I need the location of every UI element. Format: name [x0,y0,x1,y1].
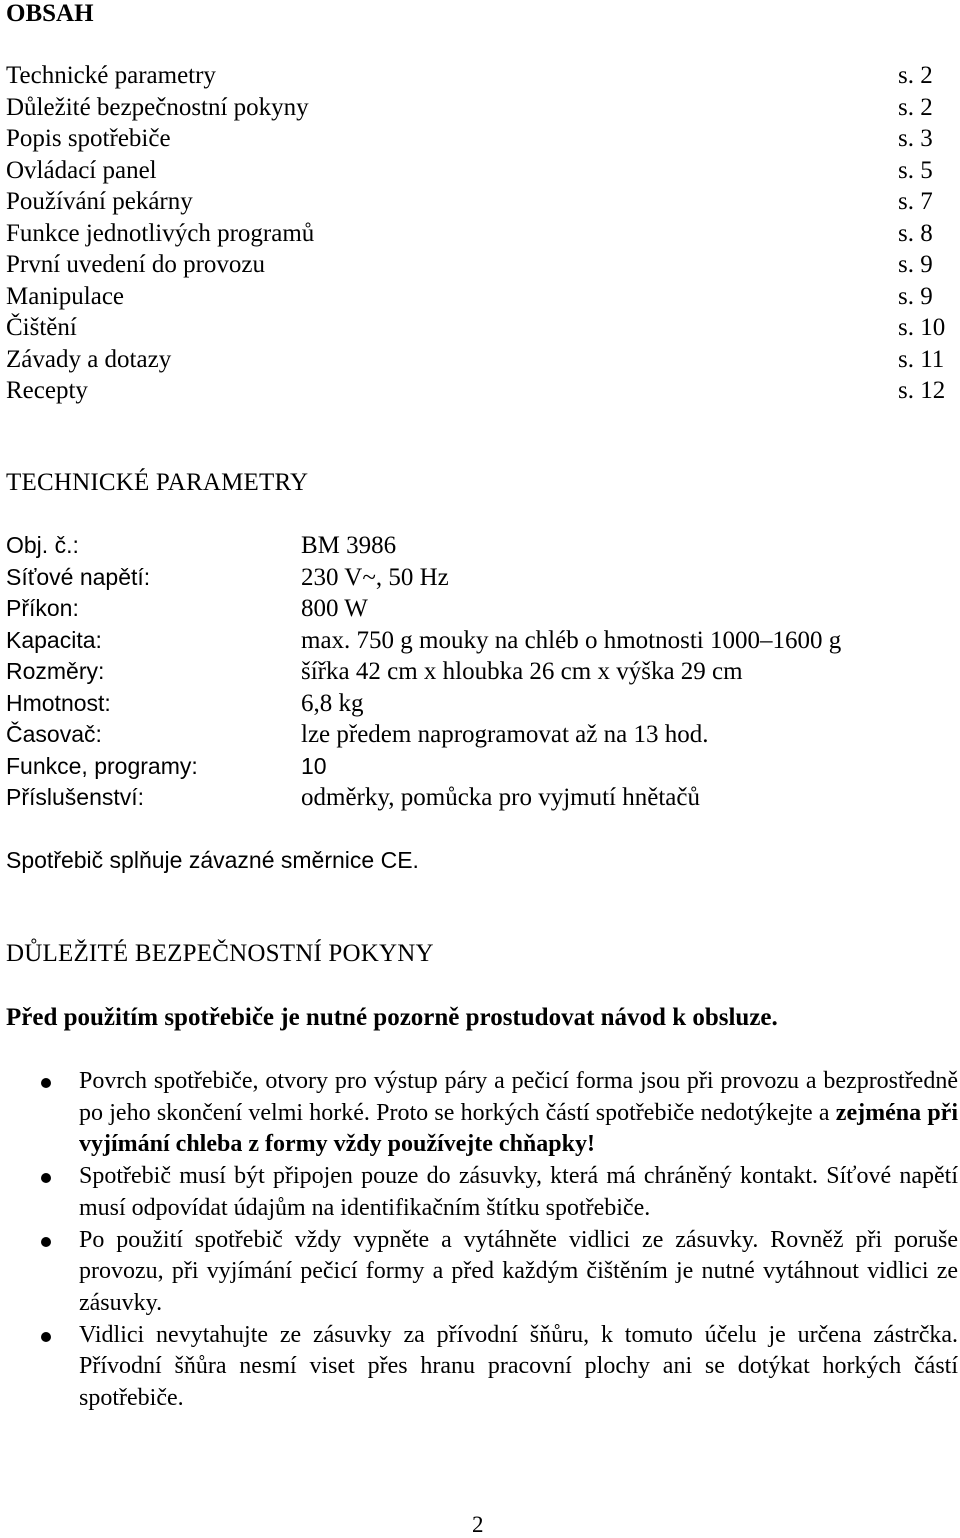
spec-key: Funkce, programy: [6,752,198,779]
toc-item[interactable] [6,218,946,250]
toc-item[interactable] [6,123,946,155]
toc-item-label: Ovládací panel [6,156,157,184]
spec-key: Rozměry: [6,658,105,684]
bullet-text: Vidlici nevytahujte ze zásuvky za přívodní šňůru, k tomuto účelu je určena zástrčka. Přívodní šňůra nesmí viset přes hranu pracovní plochy ani se dotýkat horkých částí spotřebiče. [79,1321,958,1412]
spec-row [6,688,946,720]
spec-row [6,751,946,783]
bullet-icon [41,1078,51,1088]
toc-item[interactable] [6,281,946,313]
spec-key: Příkon: [6,595,79,621]
toc-item-page: s. 2 [898,62,933,89]
toc-item-page: s. 2 [898,93,933,121]
tech-params-list [6,530,946,814]
list-item [0,1320,958,1415]
spec-key: Síťové napětí: [6,563,151,590]
toc-item[interactable] [6,155,946,187]
spec-value: 10 [301,752,327,779]
toc-item-label: Čištění [6,314,77,341]
toc-item-page: s. 8 [898,219,933,247]
table-of-contents [6,60,946,407]
safety-intro: Před použitím spotřebiče je nutné pozorně prostudovat návod k obsluze. [6,1004,778,1031]
spec-key: Obj. č.: [6,532,79,558]
safety-list [0,1066,958,1415]
spec-value: 230 V~, 50 Hz [301,563,449,591]
spec-key: Příslušenství: [6,784,145,810]
toc-item[interactable] [6,344,946,376]
toc-item-page: s. 12 [898,377,946,404]
spec-key: Hmotnost: [6,689,111,716]
spec-value: šířka 42 cm x hloubka 26 cm x výška 29 cm [301,658,743,685]
toc-item-page: s. 3 [898,125,933,152]
toc-item-label: Technické parametry [6,62,216,89]
toc-item-page: s. 10 [898,314,946,341]
toc-item-label: První uvedení do provozu [6,251,265,278]
list-item [0,1161,958,1224]
toc-item-label: Recepty [6,377,88,404]
spec-row [6,625,946,657]
toc-item-label: Popis spotřebiče [6,125,171,152]
bullet-icon [41,1237,51,1247]
tech-params-title: TECHNICKÉ PARAMETRY [6,469,309,496]
bullet-text: Povrch spotřebiče, otvory pro výstup páry a pečicí forma jsou při provozu a bezprostředně po jeho skončení velmi horké. Proto se horkých částí spotřebiče nedotýkejte a [79,1068,958,1126]
toc-item[interactable] [6,186,946,218]
spec-value: lze předem naprogramovat až na 13 hod. [301,721,709,748]
toc-item-label: Používání pekárny [6,188,193,215]
toc-item[interactable] [6,312,946,344]
toc-item-page: s. 5 [898,156,933,184]
toc-item[interactable] [6,60,946,92]
safety-title: DŮLEŽITÉ BEZPEČNOSTNÍ POKYNY [6,940,434,967]
toc-item-label: Funkce jednotlivých programů [6,219,315,247]
bullet-bold-text: zejména při vyjímání chleba z formy vždy používejte chňapky! [79,1099,959,1158]
list-item [0,1225,958,1320]
toc-title: OBSAH [6,0,94,27]
spec-key: Kapacita: [6,626,102,653]
toc-item-page: s. 9 [898,251,933,278]
ce-compliance-note: Spotřebič splňuje závazné směrnice CE. [6,847,419,873]
spec-row [6,562,946,594]
bullet-icon [41,1173,51,1183]
spec-row [6,782,946,814]
toc-item-label: Důležité bezpečnostní pokyny [6,93,309,121]
spec-key: Časovač: [6,721,102,747]
spec-value: odměrky, pomůcka pro vyjmutí hnětačů [301,784,700,811]
bullet-text: Spotřebič musí být připojen pouze do zásuvky, která má chráněný kontakt. Síťové napětí musí odpovídat údajům na identifikačním štítku spotřebiče. [79,1163,958,1221]
toc-item-label: Závady a dotazy [6,345,172,373]
spec-value: max. 750 g mouky na chléb o hmotnosti 1000–1600 g [301,626,842,654]
spec-row [6,530,946,562]
toc-item-label: Manipulace [6,282,125,310]
spec-row [6,656,946,688]
spec-row [6,593,946,625]
toc-item-page: s. 9 [898,282,933,310]
page-number: 2 [472,1512,484,1537]
list-item [0,1066,958,1161]
bullet-text: Po použití spotřebič vždy vypněte a vytáhněte vidlici ze zásuvky. Rovněž při poruše provozu, při vyjímání pečicí formy a před každým čištěním je nutné vytáhnout vidlici ze zásuvky. [79,1226,958,1316]
spec-value: BM 3986 [301,532,397,559]
toc-item[interactable] [6,375,946,407]
spec-value: 800 W [301,595,368,622]
toc-item-page: s. 11 [898,345,945,373]
spec-value: 6,8 kg [301,689,364,717]
bullet-icon [41,1332,51,1342]
spec-row [6,719,946,751]
toc-item[interactable] [6,249,946,281]
toc-item[interactable] [6,92,946,124]
toc-item-page: s. 7 [898,188,933,215]
